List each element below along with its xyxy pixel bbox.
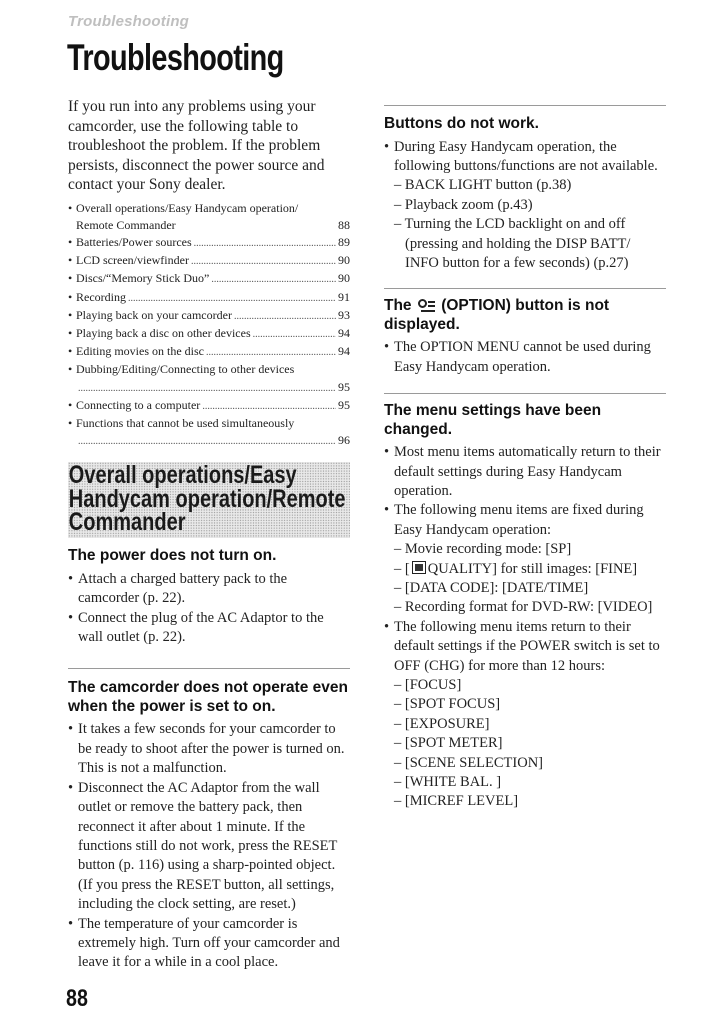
toc-item-page: 90	[338, 271, 350, 286]
bullet-list	[68, 570, 350, 648]
toc-item-label: • Playing back on your camcorder	[76, 307, 232, 322]
sub-item-prefix: – [	[394, 560, 410, 577]
toc-item-label: • Playing back a disc on other devices	[76, 325, 251, 340]
toc-item-label: • Recording	[76, 289, 126, 304]
toc-item[interactable]	[68, 289, 350, 307]
sub-item: – [SCENE SELECTION]	[394, 754, 544, 771]
toc-item[interactable]	[68, 252, 350, 270]
toc-item-page: 88	[338, 217, 350, 232]
sub-item: – BACK LIGHT button (p.38)	[394, 177, 572, 194]
sub-item	[394, 560, 666, 579]
toc-item[interactable]	[68, 361, 350, 396]
list-item	[384, 138, 666, 274]
toc-item-page: 95	[338, 379, 350, 394]
toc-item[interactable]	[68, 325, 350, 343]
section-power-off	[68, 547, 350, 647]
list-item: • The OPTION MENU cannot be used during Easy Handycam operation.	[384, 338, 666, 377]
toc-item-page: 94	[338, 344, 350, 359]
toc-item-label: • Connecting to a computer	[76, 397, 201, 412]
option-icon	[418, 298, 435, 312]
toc-item[interactable]	[68, 343, 350, 361]
toc-item-page: 90	[338, 253, 350, 268]
toc-item-page: 91	[338, 289, 350, 304]
heading-text: (OPTION) button is not displayed.	[384, 297, 610, 333]
toc-item[interactable]	[68, 415, 350, 450]
list-item: • Attach a charged battery pack to the camcorder (p. 22).	[68, 570, 350, 609]
sub-item: – Movie recording mode: [SP]	[394, 541, 572, 558]
page-number: 88	[66, 985, 88, 1012]
banner-line: Overall operations/Easy	[68, 462, 297, 490]
list-item	[384, 501, 666, 617]
list-item: • Most menu items automatically return to their default settings during Easy Handycam operation.	[384, 443, 666, 501]
toc-list	[68, 200, 350, 451]
toc-item-label: • Editing movies on the disc	[76, 344, 204, 359]
section-heading: The menu settings have been changed.	[384, 402, 602, 438]
toc-item-label: • Discs/“Memory Stick Duo”	[76, 271, 210, 286]
still-image-icon	[412, 561, 426, 574]
sub-item: INFO button for a few seconds) (p.27)	[405, 254, 629, 271]
toc-item-page: 95	[338, 397, 350, 412]
sub-item: – [FOCUS]	[394, 677, 462, 694]
sub-item: – Playback zoom (p.43)	[394, 196, 533, 213]
toc-item[interactable]	[68, 234, 350, 252]
sub-item: (pressing and holding the DISP BATT/	[405, 235, 631, 252]
page-title: Troubleshooting	[67, 37, 284, 78]
sub-item: – [WHITE BAL. ]	[394, 774, 502, 791]
sub-item: – [DATA CODE]: [DATE/TIME]	[394, 580, 589, 596]
bullet-list	[384, 138, 666, 274]
section-not-operate	[68, 679, 350, 972]
divider	[384, 105, 666, 106]
left-column	[68, 97, 350, 973]
sub-item: – [SPOT FOCUS]	[394, 696, 501, 713]
section-heading	[384, 297, 666, 334]
toc-item-page: 94	[338, 325, 350, 340]
section-heading: The power does not turn on.	[68, 547, 277, 565]
banner-line: Handycam operation/Remote	[68, 484, 346, 513]
list-item: • It takes a few seconds for your camcorder to be ready to shoot after the power is turned on. This is not a malfunction.	[68, 720, 350, 778]
divider	[68, 668, 350, 669]
sub-item: – [MICREF LEVEL]	[394, 793, 519, 810]
list-item: • Disconnect the AC Adaptor from the wall outlet or remove the battery pack, then reconnect it after about 1 minute. If the functions still do not work, press the RESET button (p. 116) using a sharp-pointed object. (If you press the RESET button, all settings, including the clock setting, are reset.)	[68, 779, 350, 915]
list-item-text: During Easy Handycam operation, the following buttons/functions are not available.	[394, 138, 658, 174]
section-heading: The camcorder does not operate even when the power is set to on.	[68, 679, 348, 715]
list-item: • Connect the plug of the AC Adaptor to the wall outlet (p. 22).	[68, 609, 350, 648]
toc-item-label: • Functions that cannot be used simultaneously	[76, 415, 295, 430]
toc-item-page: 89	[338, 234, 350, 249]
toc-item[interactable]	[68, 307, 350, 325]
divider	[384, 393, 666, 394]
section-banner-title	[68, 464, 350, 535]
toc-item-page: 96	[338, 433, 350, 448]
bullet-list	[384, 338, 666, 377]
divider	[384, 288, 666, 289]
running-head: Troubleshooting	[68, 13, 190, 30]
toc-item[interactable]	[68, 270, 350, 288]
bullet-list	[384, 443, 666, 812]
section-option	[384, 297, 666, 377]
list-item-text: The following menu items are fixed during Easy Handycam operation:	[394, 502, 644, 538]
bullet-list	[68, 720, 350, 972]
list-item	[384, 618, 666, 812]
section-heading: Buttons do not work.	[384, 115, 539, 132]
toc-item-label: Remote Commander	[76, 217, 176, 232]
toc-item-label: • Batteries/Power sources	[76, 234, 192, 249]
section-buttons	[384, 115, 666, 273]
sub-item: – [EXPOSURE]	[394, 715, 490, 732]
toc-item-label: • Dubbing/Editing/Connecting to other devices	[76, 362, 295, 377]
toc-item-label: • LCD screen/viewfinder	[76, 253, 189, 268]
toc-item[interactable]	[68, 397, 350, 415]
sub-item-text: QUALITY] for still images: [FINE]	[427, 560, 638, 577]
heading-text: The	[384, 297, 412, 315]
sub-item: – Recording format for DVD-RW: [VIDEO]	[394, 599, 653, 616]
section-banner	[68, 462, 350, 538]
sub-item: – [SPOT METER]	[394, 735, 503, 752]
section-menu	[384, 402, 666, 812]
list-item: • The temperature of your camcorder is extremely high. Turn off your camcorder and leave it for a while in a cool place.	[68, 915, 350, 973]
right-column	[384, 98, 666, 812]
toc-item-page: 93	[338, 307, 350, 322]
sub-item: – Turning the LCD backlight on and off	[394, 216, 626, 233]
banner-line: Commander	[68, 508, 186, 537]
toc-item[interactable]	[68, 200, 350, 234]
list-item-text: The following menu items return to their default settings if the POWER switch is set to OFF (CHG) for more than 12 hours:	[394, 618, 660, 674]
intro-paragraph: If you run into any problems using your camcorder, use the following table to troubleshoot the problem. If the problem persists, disconnect the power source and contact your Sony dealer.	[68, 98, 325, 193]
toc-item-label: • Overall operations/Easy Handycam operation/	[76, 200, 299, 215]
